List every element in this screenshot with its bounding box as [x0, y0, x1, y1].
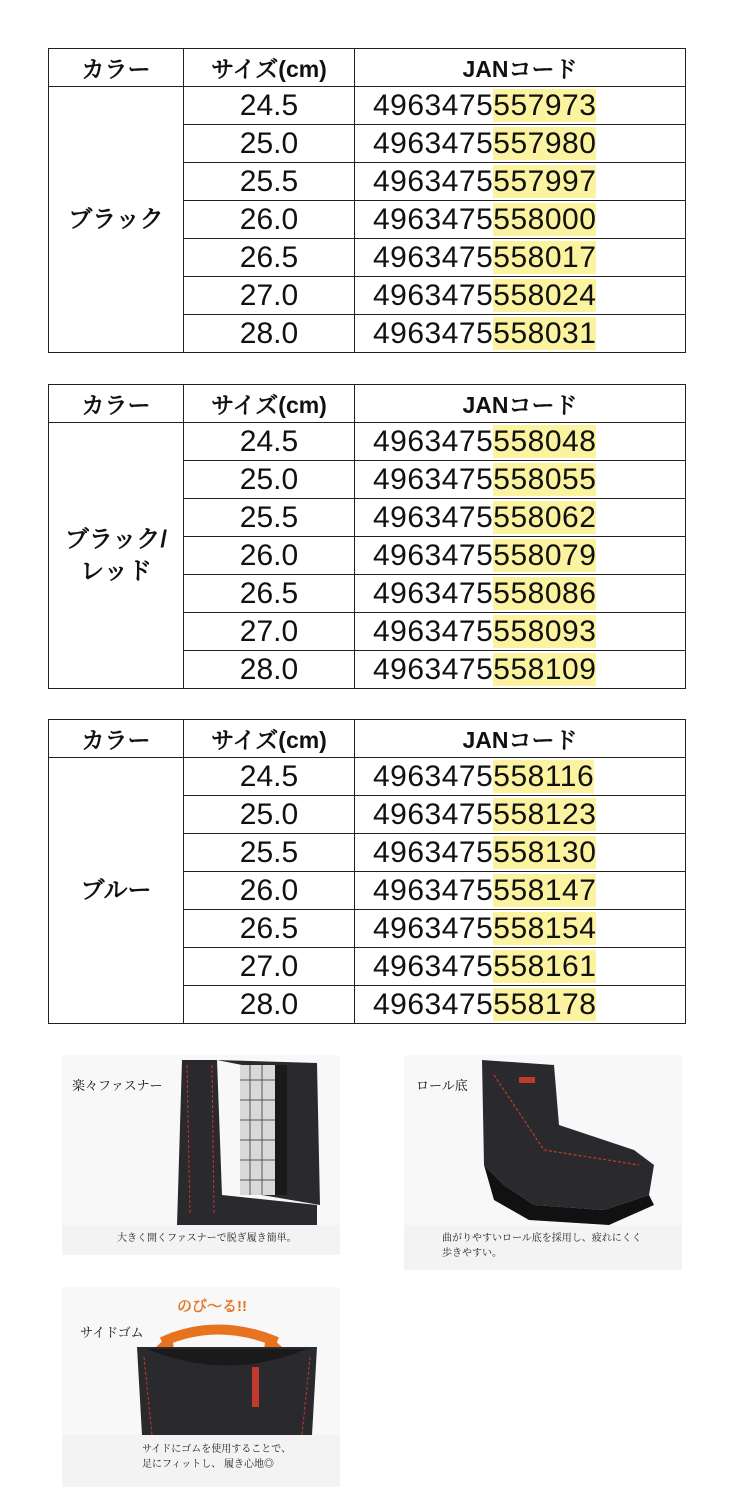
jan-prefix: 4963475: [373, 797, 494, 831]
jan-prefix: 4963475: [373, 462, 494, 496]
jan-prefix: 4963475: [373, 316, 494, 350]
jan-cell: [355, 613, 686, 651]
side-gum-photo: [62, 1287, 340, 1487]
roll-sole-caption-1: 曲がりやすいロール底を採用し、疲れにくく: [442, 1233, 642, 1244]
jan-table-blue: [48, 719, 686, 1024]
size-cell: 27.0: [184, 948, 355, 986]
jan-cell: [355, 796, 686, 834]
size-cell: 28.0: [184, 986, 355, 1024]
jan-prefix: 4963475: [373, 652, 494, 686]
size-cell: 26.5: [184, 239, 355, 277]
jan-prefix: 4963475: [373, 987, 494, 1021]
header-jan: JANコード: [355, 720, 686, 758]
color-cell: ブラック: [49, 87, 184, 353]
jan-cell: [355, 948, 686, 986]
jan-suffix-highlight: 558079: [493, 538, 597, 572]
jan-prefix: 4963475: [373, 873, 494, 907]
size-cell: 27.0: [184, 613, 355, 651]
color-cell: ブルー: [49, 758, 184, 1024]
side-gum-caption-2: 足にフィットし、 履き心地◎: [142, 1459, 274, 1470]
size-cell: 24.5: [184, 87, 355, 125]
jan-cell: [355, 499, 686, 537]
roll-sole-label: ロール底: [416, 1078, 468, 1093]
jan-cell: [355, 986, 686, 1024]
jan-table-black: [48, 48, 686, 353]
jan-suffix-highlight: 557997: [493, 164, 597, 198]
jan-cell: [355, 163, 686, 201]
header-color: カラー: [49, 385, 184, 423]
jan-cell: [355, 834, 686, 872]
size-cell: 25.0: [184, 125, 355, 163]
header-size: サイズ(cm): [184, 385, 355, 423]
header-size: サイズ(cm): [184, 720, 355, 758]
jan-prefix: 4963475: [373, 835, 494, 869]
jan-suffix-highlight: 558000: [493, 202, 597, 236]
jan-suffix-highlight: 558154: [493, 911, 597, 945]
side-gum-label: サイドゴム: [80, 1325, 144, 1340]
jan-cell: [355, 277, 686, 315]
jan-prefix: 4963475: [373, 576, 494, 610]
jan-cell: [355, 125, 686, 163]
jan-prefix: 4963475: [373, 949, 494, 983]
jan-suffix-highlight: 558123: [493, 797, 597, 831]
jan-cell: [355, 872, 686, 910]
size-cell: 25.5: [184, 163, 355, 201]
fastener-caption: 大きく開くファスナーで脱ぎ履き簡単。: [117, 1233, 297, 1244]
jan-suffix-highlight: 558086: [493, 576, 597, 610]
table-row: [49, 758, 686, 796]
jan-prefix: 4963475: [373, 88, 494, 122]
jan-prefix: 4963475: [373, 278, 494, 312]
jan-prefix: 4963475: [373, 164, 494, 198]
jan-suffix-highlight: 558116: [493, 759, 595, 793]
jan-cell: [355, 461, 686, 499]
jan-cell: [355, 910, 686, 948]
jan-prefix: 4963475: [373, 614, 494, 648]
header-size: サイズ(cm): [184, 49, 355, 87]
table-row: [49, 87, 686, 125]
header-color: カラー: [49, 720, 184, 758]
size-cell: 25.5: [184, 499, 355, 537]
jan-cell: [355, 651, 686, 689]
jan-prefix: 4963475: [373, 126, 494, 160]
jan-suffix-highlight: 558055: [493, 462, 597, 496]
jan-cell: [355, 575, 686, 613]
fastener-photo: [62, 1055, 340, 1255]
jan-cell: [355, 201, 686, 239]
header-jan: JANコード: [355, 49, 686, 87]
jan-cell: [355, 423, 686, 461]
jan-prefix: 4963475: [373, 240, 494, 274]
size-cell: 25.0: [184, 796, 355, 834]
table-row: [49, 423, 686, 461]
jan-cell: [355, 537, 686, 575]
jan-suffix-highlight: 558093: [493, 614, 597, 648]
jan-suffix-highlight: 558130: [493, 835, 597, 869]
jan-prefix: 4963475: [373, 911, 494, 945]
size-cell: 28.0: [184, 651, 355, 689]
jan-suffix-highlight: 558062: [493, 500, 597, 534]
size-cell: 25.5: [184, 834, 355, 872]
fastener-label: 楽々ファスナー: [72, 1078, 163, 1093]
header-color: カラー: [49, 49, 184, 87]
jan-suffix-highlight: 558109: [493, 652, 597, 686]
jan-prefix: 4963475: [373, 500, 494, 534]
size-cell: 24.5: [184, 423, 355, 461]
size-cell: 27.0: [184, 277, 355, 315]
size-cell: 28.0: [184, 315, 355, 353]
jan-cell: [355, 87, 686, 125]
jan-prefix: 4963475: [373, 424, 494, 458]
size-cell: 26.5: [184, 575, 355, 613]
jan-suffix-highlight: 558031: [493, 316, 597, 350]
jan-prefix: 4963475: [373, 538, 494, 572]
jan-suffix-highlight: 558024: [493, 278, 597, 312]
size-cell: 24.5: [184, 758, 355, 796]
jan-suffix-highlight: 557980: [493, 126, 597, 160]
size-cell: 26.0: [184, 537, 355, 575]
jan-suffix-highlight: 558178: [493, 987, 597, 1021]
jan-suffix-highlight: 558017: [493, 240, 597, 274]
jan-prefix: 4963475: [373, 759, 494, 793]
header-jan: JANコード: [355, 385, 686, 423]
size-cell: 26.0: [184, 872, 355, 910]
jan-suffix-highlight: 558161: [493, 949, 597, 983]
jan-prefix: 4963475: [373, 202, 494, 236]
color-cell: ブラック/ レッド: [49, 423, 184, 689]
jan-cell: [355, 758, 686, 796]
size-cell: 26.0: [184, 201, 355, 239]
size-cell: 25.0: [184, 461, 355, 499]
jan-suffix-highlight: 557973: [493, 88, 597, 122]
jan-cell: [355, 239, 686, 277]
roll-sole-caption-2: 歩きやすい。: [442, 1248, 502, 1259]
jan-cell: [355, 315, 686, 353]
stretch-callout: のび～る!!: [177, 1298, 247, 1315]
jan-suffix-highlight: 558048: [493, 424, 597, 458]
size-cell: 26.5: [184, 910, 355, 948]
jan-table-black-red: [48, 384, 686, 689]
side-gum-caption-1: サイドにゴムを使用することで、: [142, 1444, 292, 1455]
roll-sole-photo: [404, 1055, 682, 1270]
jan-suffix-highlight: 558147: [493, 873, 597, 907]
